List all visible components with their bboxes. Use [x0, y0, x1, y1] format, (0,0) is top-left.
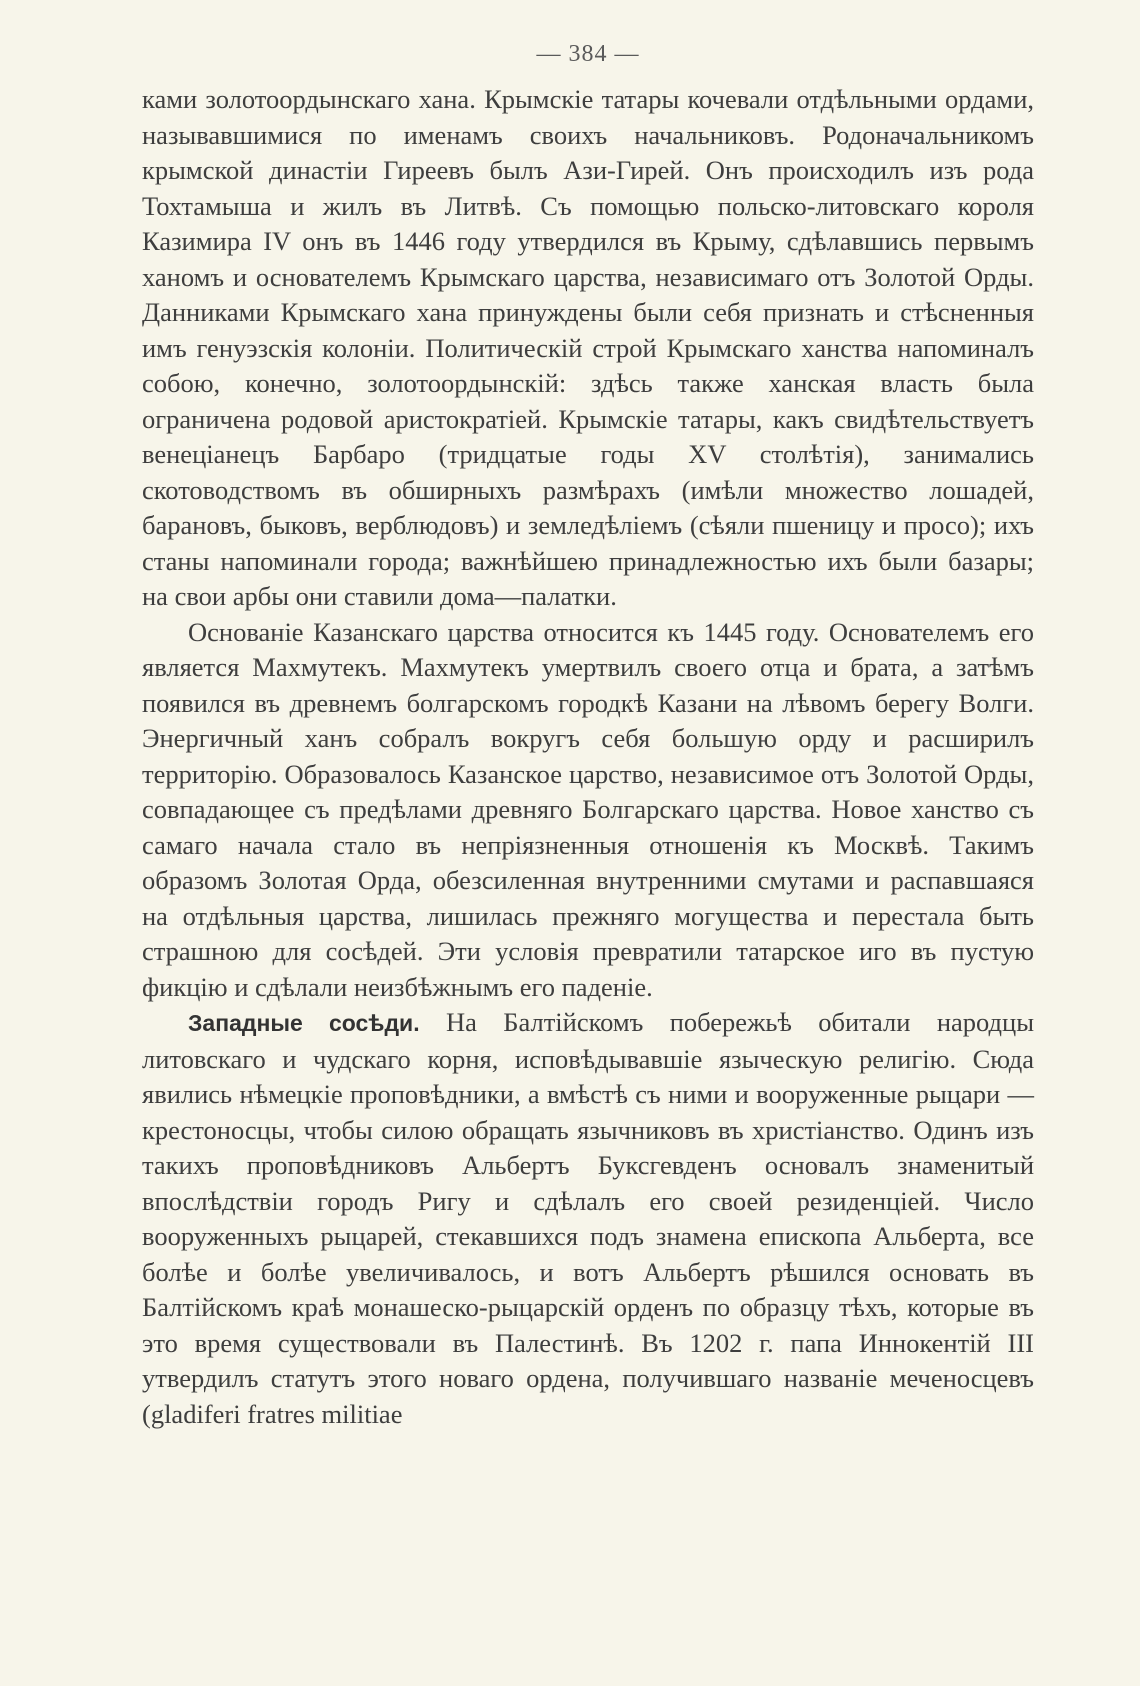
paragraph-crimea	[142, 82, 1034, 615]
book-page	[142, 34, 1034, 1432]
section-heading: Западные сосѣди.	[188, 1010, 420, 1036]
paragraph-kazan	[142, 615, 1034, 1006]
paragraph-text: На Балтійскомъ побережьѣ обитали народцы литовскаго и чудскаго корня, исповѣдывавшіе языческую религію. Сюда явились нѣмецкіе проповѣдники, а вмѣстѣ съ ними и вооруженные рыцари — крестоносцы, чтобы силою обращать язычниковъ въ христіанство. Одинъ изъ такихъ проповѣдниковъ Альбертъ Буксгевденъ основалъ знаменитый впослѣдствіи городъ Ригу и сдѣлалъ его своей резиденціей. Число вооруженныхъ рыцарей, стекавшихся подъ знамена епископа Альберта, все болѣе и болѣе увеличивалось, и вотъ Альбертъ рѣшился основать въ Балтійскомъ краѣ монашеско-рыцарскій орденъ по образцу тѣхъ, которые въ это время существовали въ Палестинѣ. Въ 1202 г. папа Иннокентій III утвердилъ статутъ этого новаго ордена, получившаго названіе меченосцевъ (gladiferi fratres militiae	[142, 1007, 1034, 1429]
paragraph-western-neighbors	[142, 1005, 1034, 1432]
paragraph-text: ками золотоордынскаго хана. Крымскіе татары кочевали отдѣльными ордами, называвшимися по именамъ своихъ начальниковъ. Родоначальникомъ крымской династіи Гиреевъ былъ Ази-Гирей. Онъ происходилъ изъ рода Тохтамыша и жилъ въ Литвѣ. Съ помощью польско-литовскаго короля Казимира IV онъ въ 1446 году утвердился въ Крыму, сдѣлавшись первымъ ханомъ и основателемъ Крымскаго царства, независимаго отъ Золотой Орды. Данниками Крымскаго хана принуждены были себя признать и стѣсненныя имъ генуэзскія колоніи. Политическій строй Крымскаго ханства напоминалъ собою, конечно, золотоордынскій: здѣсь также ханская власть была ограничена родовой аристократіей. Крымскіе татары, какъ свидѣтельствуетъ венеціанецъ Барбаро (тридцатые годы XV столѣтія), занимались скотоводствомъ въ обширныхъ размѣрахъ (имѣли множество лошадей, барановъ, быковъ, верблюдовъ) и земледѣліемъ (сѣяли пшеницу и просо); ихъ станы напоминали города; важнѣйшею принадлежностью ихъ были базары; на свои арбы они ставили дома—палатки.	[142, 84, 1034, 611]
page-number: — 384 —	[536, 41, 640, 67]
paragraph-text: Основаніе Казанскаго царства относится къ 1445 году. Основателемъ его является Махмутекъ. Махмутекъ умертвилъ своего отца и брата, а затѣмъ появился въ древнемъ болгарскомъ городкѣ Казани на лѣвомъ берегу Волги. Энергичный ханъ собралъ вокругъ себя большую орду и расширилъ территорію. Образовалось Казанское царство, независимое отъ Золотой Орды, совпадающее съ предѣлами древняго Болгарскаго царства. Новое ханство съ самаго начала стало въ непріязненныя отношенія къ Москвѣ. Такимъ образомъ Золотая Орда, обезсиленная внутренними смутами и распавшаяся на отдѣльныя царства, лишилась прежняго могущества и перестала быть страшною для сосѣдей. Эти условія превратили татарское иго въ пустую фикцію и сдѣлали неизбѣжнымъ его паденіе.	[142, 616, 1034, 1002]
